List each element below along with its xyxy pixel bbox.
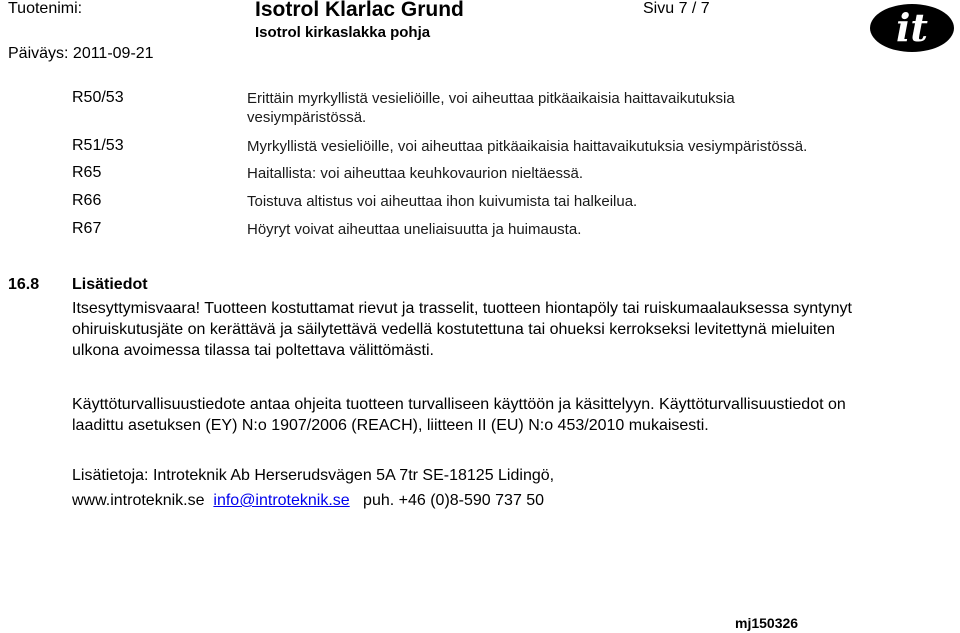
logo-text: it	[896, 5, 928, 50]
phone-text: puh. +46 (0)8-590 737 50	[363, 492, 545, 509]
product-subtitle: Isotrol kirkaslakka pohja	[255, 24, 431, 41]
contact-details	[72, 491, 544, 511]
risk-code: R66	[72, 192, 102, 209]
risk-code: R50/53	[72, 89, 124, 106]
section-number: 16.8	[8, 276, 40, 293]
contact-line: Lisätietoja: Introteknik Ab Herserudsvägen 5A 7tr SE-18125 Lidingö,	[72, 467, 555, 484]
product-name: Isotrol Klarlac Grund	[255, 0, 464, 21]
product-label: Tuotenimi:	[8, 0, 83, 17]
footer-code: mj150326	[735, 615, 799, 631]
risk-phrase: Toistuva altistus voi aiheuttaa ihon kuivumista tai halkeilua.	[247, 193, 638, 210]
risk-phrase: Erittäin myrkyllistä vesieliöille, voi aiheuttaa pitkäaikaisia haittavaikutuksia	[247, 90, 735, 107]
email-link[interactable]: info@introteknik.se	[213, 492, 350, 509]
risk-phrase: Haitallista: voi aiheuttaa keuhkovaurion nieltäessä.	[247, 165, 584, 182]
paragraph-line: Itsesyttymisvaara! Tuotteen kostuttamat rievut ja trasselit, tuotteen hiontapöly tai ruiskumaalauksessa syntynyt	[72, 300, 852, 317]
risk-code: R51/53	[72, 137, 124, 154]
risk-phrase: Myrkyllistä vesieliöille, voi aiheuttaa pitkäaikaisia haittavaikutuksia vesiympäristössä.	[247, 138, 808, 155]
risk-phrase: Höyryt voivat aiheuttaa uneliaisuutta ja huimausta.	[247, 221, 582, 238]
section-title: Lisätiedot	[72, 276, 148, 293]
risk-code: R67	[72, 220, 102, 237]
paragraph-line: ulkona avoimessa tilassa tai poltettava välittömästi.	[72, 342, 434, 359]
document-date: Päiväys: 2011-09-21	[8, 45, 154, 62]
company-logo	[869, 3, 955, 53]
page-number: Sivu 7 / 7	[643, 0, 710, 17]
paragraph-line: Käyttöturvallisuustiedote antaa ohjeita tuotteen turvalliseen käyttöön ja käsittelyyn. Käyttöturvallisuustiedot on	[72, 396, 846, 413]
risk-code: R65	[72, 164, 102, 181]
paragraph-line: ohiruiskutusjäte on kerättävä ja säilytettävä vedellä kostutettuna tai ohueksi kerrokseksi levitettynä mieluiten	[72, 321, 836, 338]
paragraph-line: laadittu asetuksen (EY) N:o 1907/2006 (REACH), liitteen II (EU) N:o 453/2010 mukaisesti.	[72, 417, 709, 434]
website-text: www.introteknik.se	[72, 492, 205, 509]
risk-phrase-continued: vesiympäristössä.	[247, 109, 367, 126]
